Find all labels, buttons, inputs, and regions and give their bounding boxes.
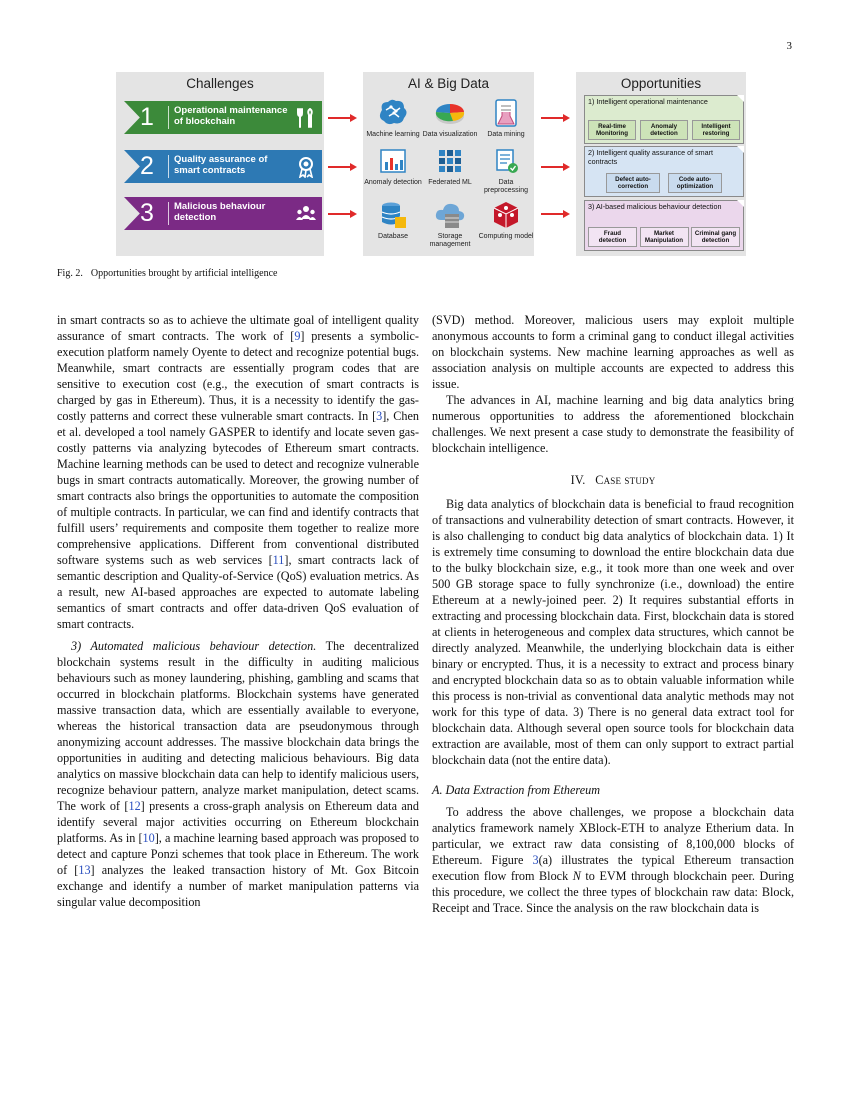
cloud-storage-icon bbox=[433, 200, 467, 230]
computing-cubes-icon bbox=[489, 200, 523, 230]
tools-icon bbox=[295, 107, 317, 129]
challenge-1 bbox=[124, 101, 322, 134]
brain-icon bbox=[376, 98, 410, 128]
ai-item bbox=[363, 148, 423, 187]
figure-2 bbox=[116, 72, 746, 256]
database-icon bbox=[376, 200, 410, 230]
opportunity-chip: Intelligent restoring bbox=[692, 120, 740, 140]
citation-link[interactable]: 12 bbox=[128, 799, 141, 813]
ai-item bbox=[420, 200, 480, 249]
ai-item-label: Data mining bbox=[487, 131, 525, 138]
arrow-right-icon bbox=[328, 113, 358, 123]
paragraph: To address the above challenges, we propose a blockchain data analytics framework namely XBlock-ETH to analyze Etherium data. In particular, we extract raw data consisting of 8,100,000 blocks of Ethereum. Figure 3(a) illustrates the typical Ethereum transaction execution flow from Block N to EVM through blockchain peer. During this procedure, we collect the three types of blockchain raw data: Block, Receipt and Trace. Since the analysis on the raw blockchain data is bbox=[432, 805, 794, 915]
opportunity-chip: Code auto-optimization bbox=[668, 173, 722, 193]
opportunity-title: 2) Intelligent quality assurance of smart contracts bbox=[588, 148, 714, 166]
ai-item-label: Machine learning bbox=[366, 131, 420, 138]
data-mining-icon bbox=[489, 98, 523, 128]
opportunities-panel bbox=[576, 72, 746, 256]
arrow-right-icon bbox=[328, 162, 358, 172]
pie-chart-icon bbox=[433, 98, 467, 128]
opportunity-group-2 bbox=[584, 146, 744, 197]
paragraph: (SVD) method. Moreover, malicious users may exploit multiple anonymous accounts to form a criminal gang to conduct illegal activities on blockchain systems. New machine learning approaches as well as association analysis on multiple accounts are expected to address this issue. bbox=[432, 313, 794, 391]
citation-link[interactable]: 9 bbox=[294, 329, 301, 343]
opportunity-chip: Market Manipulation bbox=[640, 227, 689, 247]
figure-caption bbox=[57, 268, 277, 279]
ai-item bbox=[420, 98, 480, 139]
figure-link[interactable]: 3 bbox=[532, 853, 539, 867]
challenges-title: Challenges bbox=[186, 76, 254, 91]
ai-item-label: Data visualization bbox=[422, 131, 478, 138]
ai-bigdata-panel bbox=[363, 72, 534, 256]
opportunity-chip: Defect auto-correction bbox=[606, 173, 660, 193]
challenge-number: 1 bbox=[140, 103, 154, 131]
paragraph: in smart contracts so as to achieve the ultimate goal of intelligent quality assurance of smart contracts. The work of [9] presents a symbolic-execution platform namely Oyente to detect and recognize potential bugs. Meanwhile, smart contracts are essentially program codes that are sensitive to execution cost (e.g., the execution of smart contracts is charged by gas in Ethereum). Thus, it is a necessity to identify the gas-costly patterns and correct these vulnerable smart contracts. In [3], Chen et al. developed a tool namely GASPER to identify and locate seven gas-costly patterns via analyzing bytecodes of Ethereum smart contracts. Machine learning methods can be used to detect and recognize vulnerable bugs in smart contracts automatically. Moreover, the growing number of smart contracts also brings the opportunities to automate the composition of multiple contracts. In particular, we can find and identify contracts that fulfill users’ requirements and composite them together to realize more comprehensive applications. Different from conventional distributed software systems such as web services [11], smart contracts lack of semantic description and Quality-of-Service (QoS) evaluation metrics. As a result, new AI-based approaches are expected to automate labeling semantics of smart contracts and offer data-driven QoS evaluation of smart contracts. bbox=[57, 313, 419, 631]
challenge-number: 3 bbox=[140, 199, 154, 227]
arrow-right-icon bbox=[541, 162, 571, 172]
right-column bbox=[432, 312, 794, 916]
ai-item bbox=[476, 98, 536, 139]
arrow-right-icon bbox=[328, 209, 358, 219]
anomaly-chart-icon bbox=[376, 148, 410, 176]
ai-item bbox=[363, 200, 423, 241]
opportunity-title: 3) AI-based malicious behaviour detection bbox=[588, 202, 722, 211]
ai-item bbox=[363, 98, 423, 139]
preprocessing-icon bbox=[489, 148, 523, 176]
challenges-panel bbox=[116, 72, 324, 256]
opportunity-chip: Real-time Monitoring bbox=[588, 120, 636, 140]
people-group-icon bbox=[295, 203, 317, 225]
opportunities-title: Opportunities bbox=[620, 76, 702, 91]
section-heading: IV. Case study bbox=[570, 473, 656, 487]
challenge-label: Malicious behaviour detection bbox=[174, 201, 266, 223]
caption-text: Opportunities brought by artificial intelligence bbox=[90, 268, 278, 279]
ai-item-label: Database bbox=[378, 233, 408, 240]
ai-item-label: Storage management bbox=[429, 233, 471, 248]
arrow-right-icon bbox=[541, 113, 571, 123]
challenge-label: Quality assurance of smart contracts bbox=[174, 154, 268, 176]
ai-item bbox=[476, 200, 536, 241]
opportunity-group-3 bbox=[584, 200, 744, 251]
challenge-2 bbox=[124, 150, 322, 183]
opportunity-chip: Criminal gang detection bbox=[691, 227, 740, 247]
citation-link[interactable]: 3 bbox=[376, 409, 383, 423]
paragraph: Big data analytics of blockchain data is beneficial to fraud recognition of transactions and vulnerability detection of smart contracts. However, it is also challenging to conduct big data analytics of blockchain data. 1) It is extremely time consuming to download the entire blockchain data due to the bulky blockchain size, e.g., it took more than one week and over 500 GB storage space to fully synchronize (i.e., download) the entire Ethereum at a newly-joined peer. 2) It requires substantial efforts in extracting and processing blockchain data. First, blockchain data is stored at clients in heterogeneous and complex data structures, which cannot be directly analyzed. Meanwhile, the underlying blockchain data is either binary or encrypted. Thus, it is a necessity to extract and process binary and encrypted blockchain data so as to obtain valuable information while this process is non-trivial as conventional data analytic methods may not work for this type of data. 3) There is no general data extract tool for blockchain data. Although several open source tools for blockchain data extraction are available, most of them can only support to extract partial blockchain data (not the entire data). bbox=[432, 497, 794, 767]
ai-item-label: Data preprocessing bbox=[484, 179, 528, 194]
opportunity-chip: Anomaly detection bbox=[640, 120, 688, 140]
paragraph: The advances in AI, machine learning and big data analytics bring numerous opportunities to address the aforementioned blockchain challenges. We next present a case study to demonstrate the feasibility of blockchain intelligence. bbox=[432, 393, 794, 455]
challenge-3 bbox=[124, 197, 322, 230]
opportunity-chip: Fraud detection bbox=[588, 227, 637, 247]
opportunity-group-1 bbox=[584, 95, 744, 144]
left-column bbox=[57, 312, 419, 910]
page-number: 3 bbox=[786, 40, 792, 52]
ai-title: AI & Big Data bbox=[407, 76, 490, 91]
ai-item bbox=[420, 148, 480, 187]
opportunity-title: 1) Intelligent operational maintenance bbox=[588, 97, 708, 106]
ai-item-label: Computing model bbox=[478, 233, 534, 240]
federated-grid-icon bbox=[433, 148, 467, 176]
caption-label: Fig. 2. bbox=[57, 268, 83, 279]
ai-item-label: Federated ML bbox=[428, 179, 472, 186]
subsection-heading: A. Data Extraction from Ethereum bbox=[432, 783, 600, 797]
arrow-right-icon bbox=[541, 209, 571, 219]
math-variable: N bbox=[572, 869, 581, 883]
citation-link[interactable]: 13 bbox=[78, 863, 91, 877]
award-ribbon-icon bbox=[295, 156, 317, 178]
citation-link[interactable]: 10 bbox=[142, 831, 155, 845]
challenge-label: Operational maintenance of blockchain bbox=[174, 105, 288, 127]
citation-link[interactable]: 11 bbox=[272, 553, 285, 567]
paragraph: 3) Automated malicious behaviour detection. The decentralized blockchain systems result in the difficulty in auditing malicious behaviours such as money laundering, phishing, gambling and scams that occurred in blockchain platforms. Blockchain systems have generated massive transaction data, which are essentially available to everyone, whereas the historical transaction data are pseudonymous through anonymizing account addresses. The massive blockchain data brings the opportunities in auditing and detecting malicious behaviours. Big data analytics on massive blockchain data can help to identify malicious users, recognize behaviour pattern, analyze market manipulation, detect scams. The work of [12] presents a cross-graph analysis on Ethereum data and identify several major activities occurring on Ethereum blockchain platforms. As in [10], a machine learning based approach was proposed to detect and capture Ponzi schemes that took place in Ethereum. The work of [13] analyzes the leaked transaction history of Mt. Gox Bitcoin exchange and identify a number of market manipulation patterns via singular value decomposition bbox=[57, 639, 419, 909]
challenge-number: 2 bbox=[140, 152, 154, 180]
ai-item bbox=[476, 148, 536, 195]
paragraph-heading: 3) Automated malicious behaviour detection. bbox=[71, 639, 317, 653]
ai-item-label: Anomaly detection bbox=[364, 179, 422, 186]
